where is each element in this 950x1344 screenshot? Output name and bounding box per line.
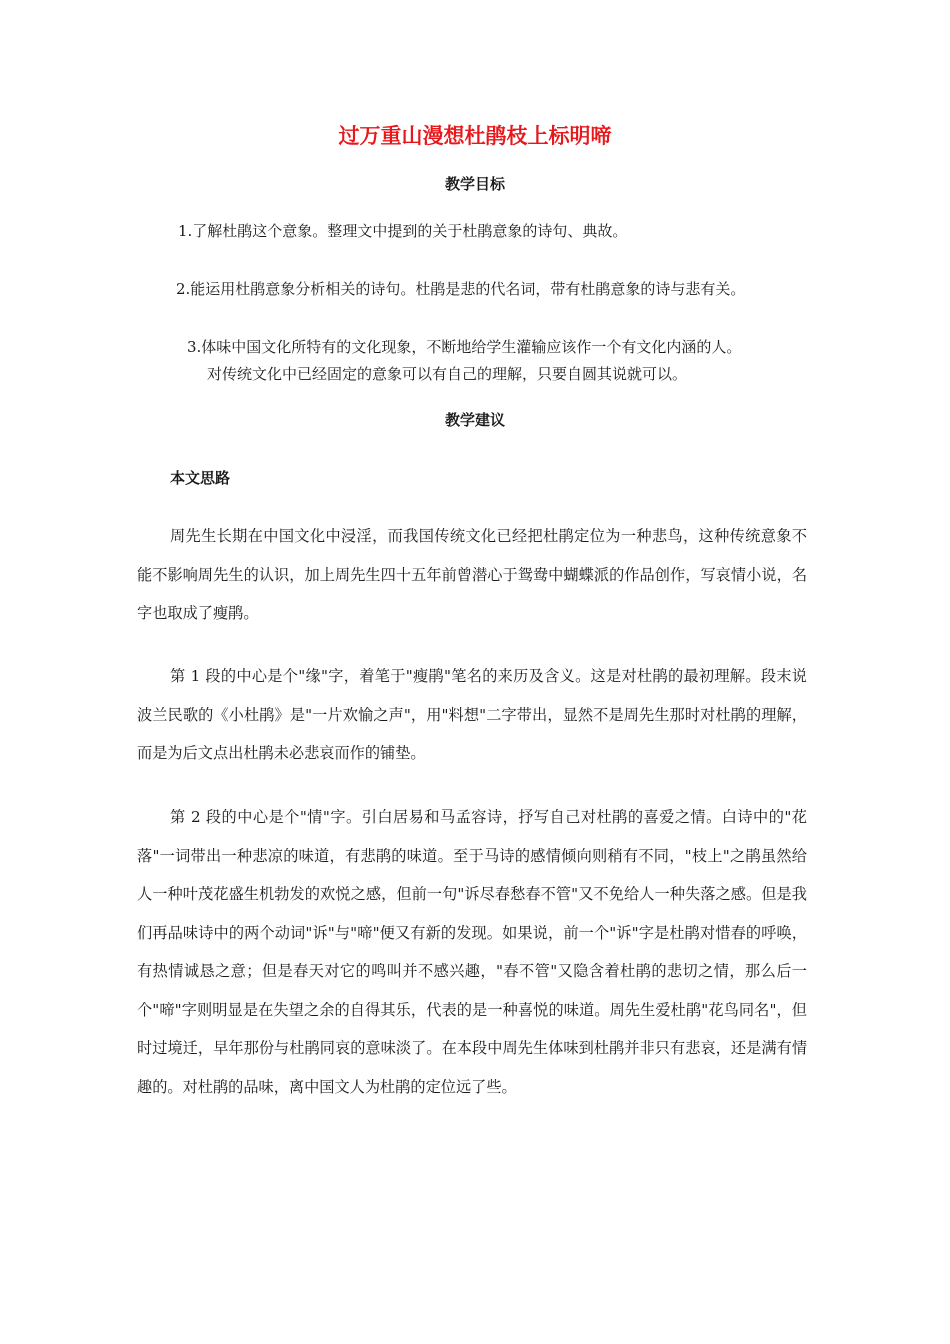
goal-item-1: 1.了解杜鹃这个意象。整理文中提到的关于杜鹃意象的诗句、典故。 [178,222,628,240]
subheading-article-outline: 本文思路 [170,469,231,487]
goal-item-2: 2.能运用杜鹃意象分析相关的诗句。杜鹃是悲的代名词，带有杜鹃意象的诗与悲有关。 [176,280,746,298]
section-heading-goals: 教学目标 [444,175,505,193]
document-title: 过万重山漫想杜鹃枝上标明啼 [338,124,612,148]
paragraph-section-1: 第 1 段的中心是个"缘"字，着笔于"瘦鹃"笔名的来历及含义。这是对杜鹃的最初理解。段末说波兰民歌的《小杜鹃》是"一片欢愉之声"，用"料想"二字带出，显然不是周先生那时对杜鹃的理解，而是为后文点出杜鹃未必悲哀而作的铺垫。 [137,667,807,762]
section-heading-suggestions: 教学建议 [444,411,505,429]
paragraph-intro: 周先生长期在中国文化中浸淫，而我国传统文化已经把杜鹃定位为一种悲鸟，这种传统意象不能不影响周先生的认识，加上周先生四十五年前曾潜心于鸳鸯中蝴蝶派的作品创作，写哀情小说，名字也取成了瘦鹃。 [137,527,807,622]
goal-item-3-continued: 对传统文化中已经固定的意象可以有自己的理解，只要自圆其说就可以。 [207,365,688,383]
paragraph-section-2: 第 2 段的中心是个"情"字。引白居易和马孟容诗，抒写自己对杜鹃的喜爱之情。白诗中的"花落"一词带出一种悲凉的味道，有悲鹃的味道。至于马诗的感情倾向则稍有不同，"枝上"之鹃虽然给人一种叶茂花盛生机勃发的欢悦之感，但前一句"诉尽春愁春不管"又不免给人一种失落之感。但是我们再品味诗中的两个动词"诉"与"啼"便又有新的发现。如果说，前一个"诉"字是杜鹃对惜春的呼唤，有热情诚恳之意；但是春天对它的鸣叫并不感兴趣，"春不管"又隐含着杜鹃的悲切之情，那么后一个"啼"字则明显是在失望之余的自得其乐，代表的是一种喜悦的味道。周先生爱杜鹃"花鸟同名"，但时过境迁，早年那份与杜鹃同哀的意味淡了。在本段中周先生体味到杜鹃并非只有悲哀，还是满有情趣的。对杜鹃的品味，离中国文人为杜鹃的定位远了些。 [137,808,807,1096]
goal-item-3: 3.体味中国文化所特有的文化现象，不断地给学生灌输应该作一个有文化内涵的人。 [187,338,742,356]
